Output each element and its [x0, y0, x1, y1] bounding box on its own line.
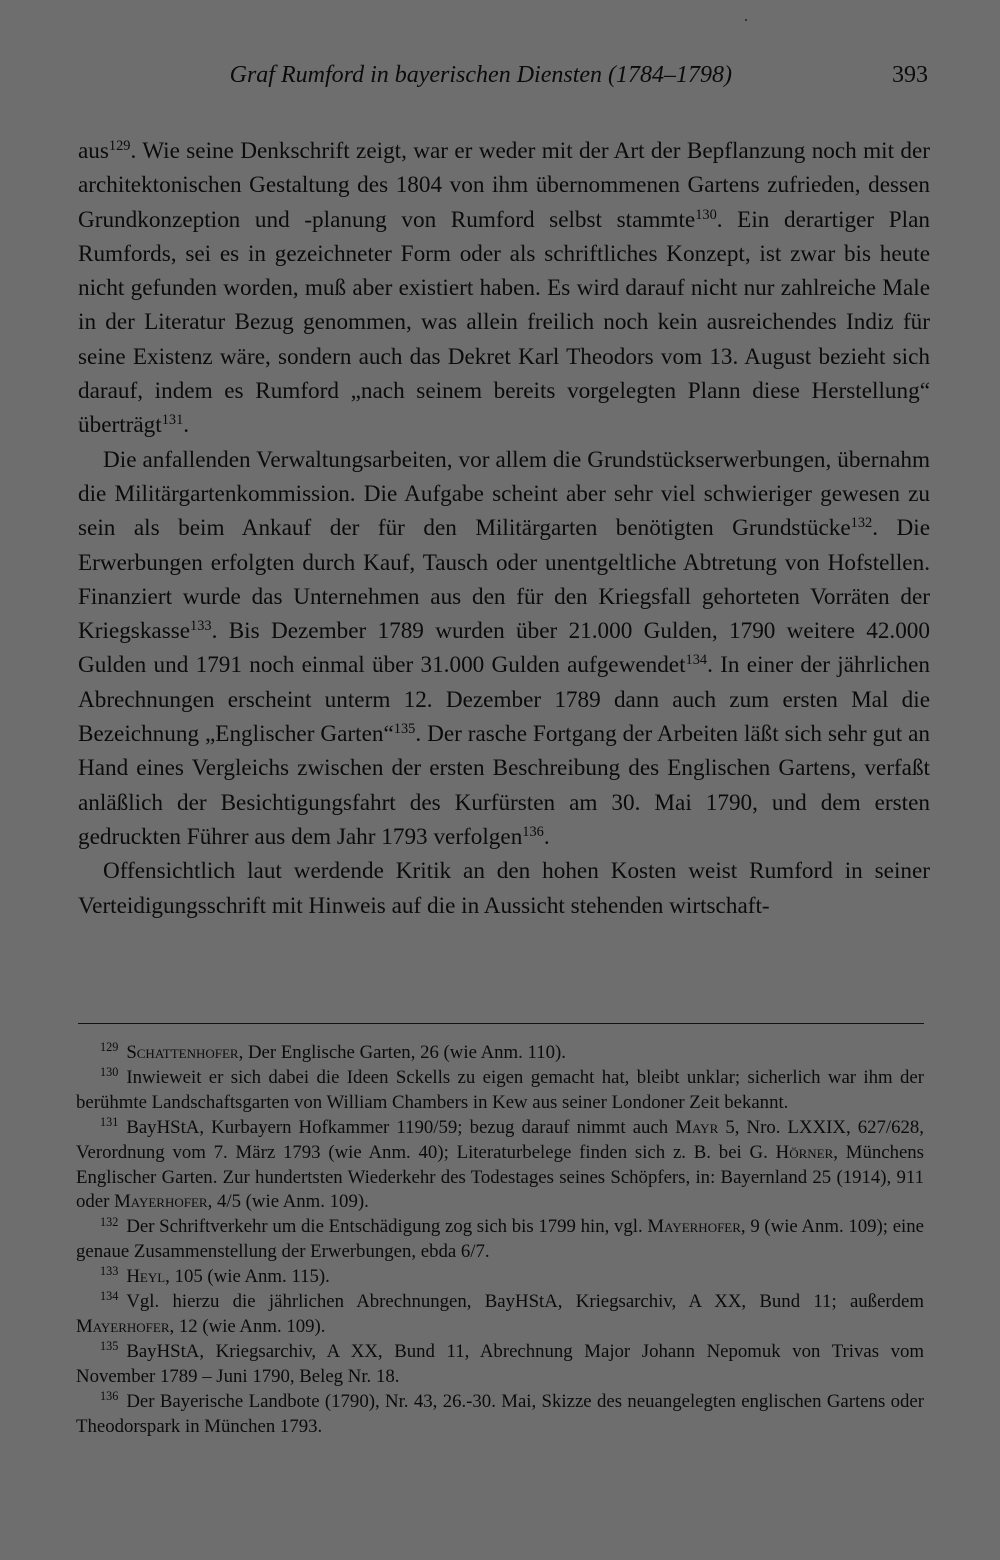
footnote-text: Inwieweit er sich dabei die Ideen Sckells zu eigen gemacht hat, bleibt unklar; sicherlich war ihm der berühmte Landschaftsgarten von William Chambers in Kew aus seiner Londoner Zeit bekannt.	[76, 1066, 924, 1113]
author-name: Hörner	[775, 1141, 834, 1163]
main-text	[78, 134, 930, 923]
footnote-number: 130	[100, 1065, 119, 1080]
footnote-ref-132: 132	[850, 515, 873, 532]
footnote-text: BayHStA, Kriegsarchiv, A XX, Bund 11, Abrechnung Major Johann Nepomuk von Trivas vom November 1789 – Juni 1790, Beleg Nr. 18.	[76, 1340, 924, 1387]
paragraph-3	[78, 854, 930, 923]
footnote-number: 129	[100, 1040, 119, 1055]
scan-speck	[745, 19, 747, 21]
author-name: Heyl	[126, 1266, 166, 1288]
text-run: . In einer der jährlichen Abrechnungen erscheint unterm 12. Dezember 1789 dann auch zum ersten Mal die Bezeichnung „Englischer Garten“	[78, 652, 931, 748]
text-run: aus	[78, 138, 109, 164]
text-run: . Der rasche Fortgang der Arbeiten läßt sich sehr gut an Hand eines Vergleichs zwischen der ersten Beschreibung des Englischen Gartens, verfaßt anläßlich der Besichtigungsfahrt des Kurfürsten am 30. Mai 1790, und dem ersten gedruckten Führer aus dem Jahr 1793 verfolgen	[78, 721, 930, 850]
footnote-text: , 4/5 (wie Anm. 109).	[207, 1191, 369, 1213]
footnote-ref-135: 135	[393, 721, 416, 738]
footnote-text: 5, Nro. LXXIX, 627/628, Verordnung vom 7. März 1793 (wie Anm. 40); Literaturbelege finden sich z. B. bei G.	[76, 1116, 924, 1163]
text-run: .	[543, 823, 550, 850]
footnote-separator	[78, 1023, 924, 1024]
footnote-129	[76, 1041, 924, 1066]
author-name: Mayr	[675, 1116, 719, 1138]
text-run: .	[183, 412, 190, 439]
text-run: . Bis Dezember 1789 wurden über 21.000 Gulden, 1790 weitere 42.000 Gulden und 1791 noch einmal über 31.000 Gulden aufgewendet	[78, 618, 930, 679]
footnote-text: , Der Englische Garten, 26 (wie Anm. 110).	[238, 1042, 566, 1063]
footnote-131	[76, 1116, 924, 1216]
author-name: Mayerhofer	[647, 1216, 741, 1238]
footnote-ref-129: 129	[108, 138, 131, 155]
text-run: Die anfallenden Verwaltungsarbeiten, vor allem die Grundstückserwerbungen, übernahm die Militärgartenkommission. Die Aufgabe scheint aber sehr viel schwieriger gewesen zu sein als beim Ankauf der für den Militärgarten benötigten Grundstücke	[78, 446, 930, 542]
footnote-130	[76, 1066, 924, 1116]
footnote-text: Der Bayerische Landbote (1790), Nr. 43, 26.-30. Mai, Skizze des neuangelegten englischen Gartens oder Theodorspark in München 1793.	[76, 1390, 924, 1437]
footnote-text: , 105 (wie Anm. 115).	[165, 1266, 330, 1288]
footnote-136	[76, 1390, 924, 1440]
author-name: Mayerhofer	[76, 1315, 170, 1337]
footnote-ref-131: 131	[161, 412, 184, 429]
footnote-ref-133: 133	[190, 618, 212, 635]
page-number: 393	[892, 62, 928, 88]
footnote-ref-136: 136	[522, 824, 544, 841]
footnote-text: , 9 (wie Anm. 109); eine genaue Zusammenstellung der Erwerbungen, ebda 6/7.	[76, 1216, 925, 1263]
text-run: . Ein derartiger Plan Rumfords, sei es in gezeichneter Form oder als schriftliches Konzept, ist zwar bis heute nicht gefunden worden, muß aber existiert haben. Es wird darauf nicht nur zahlreiche Male in der Literatur Bezug genommen, was allein freilich noch kein ausreichendes Indiz für seine Existenz wäre, sondern auch das Dekret Karl Theodors vom 13. August bezieht sich darauf, indem es Rumford „nach seinem bereits vorgelegten Plann diese Herstellung“ überträgt	[78, 206, 930, 439]
footnote-text: , 12 (wie Anm. 109).	[169, 1315, 326, 1337]
author-name: Mayerhofer	[114, 1191, 208, 1213]
author-name: Schattenhofer	[126, 1042, 239, 1063]
footnote-number: 134	[100, 1289, 119, 1304]
footnote-number: 136	[100, 1388, 119, 1403]
footnote-number: 133	[100, 1264, 119, 1279]
paragraph-2	[78, 443, 930, 855]
paragraph-1	[78, 134, 930, 443]
footnote-132	[76, 1215, 924, 1265]
footnote-ref-134: 134	[685, 652, 708, 669]
footnote-134	[76, 1290, 924, 1340]
footnote-133	[76, 1265, 924, 1290]
footnote-text: Vgl. hierzu die jährlichen Abrechnungen, BayHStA, Kriegsarchiv, A XX, Bund 11; außerdem	[126, 1291, 924, 1313]
running-header	[78, 62, 928, 102]
text-run: . Die Erwerbungen erfolgten durch Kauf, Tausch oder unentgeltliche Abtretung von Hofstellen. Finanziert wurde das Unternehmen aus den für den Kriegsfall gehorteten Vorräten der Kriegskasse	[78, 515, 930, 645]
footnote-ref-130: 130	[695, 206, 717, 223]
footnote-text: BayHStA, Kurbayern Hofkammer 1190/59; bezug darauf nimmt auch	[126, 1116, 676, 1138]
footnote-135	[76, 1340, 924, 1390]
footnote-number: 135	[100, 1339, 119, 1354]
running-title: Graf Rumford in bayerischen Diensten (1784–1798)	[229, 62, 732, 88]
footnote-text: Der Schriftverkehr um die Entschädigung zog sich bis 1799 hin, vgl.	[126, 1216, 648, 1238]
footnote-text: , Münchens Englischer Garten. Zur hundertsten Wiederkehr des Todestages seines Schöpfers, in: Bayernland 25 (1914), 911 oder	[76, 1141, 924, 1213]
footnote-number: 131	[100, 1115, 119, 1129]
text-run: . Wie seine Denkschrift zeigt, war er weder mit der Art der Bepflanzung noch mit der architektonischen Gestaltung des 1804 von ihm übernommenen Gartens zufrieden, dessen Grundkonzeption und -planung von Rumford selbst stammte	[78, 138, 930, 233]
footnote-number: 132	[100, 1214, 119, 1229]
text-run: Offensichtlich laut werdende Kritik an den hohen Kosten weist Rumford in seiner Verteidigungsschrift mit Hinweis auf die in Aussicht stehenden wirtschaft-	[78, 858, 930, 919]
footnotes	[76, 1041, 924, 1440]
